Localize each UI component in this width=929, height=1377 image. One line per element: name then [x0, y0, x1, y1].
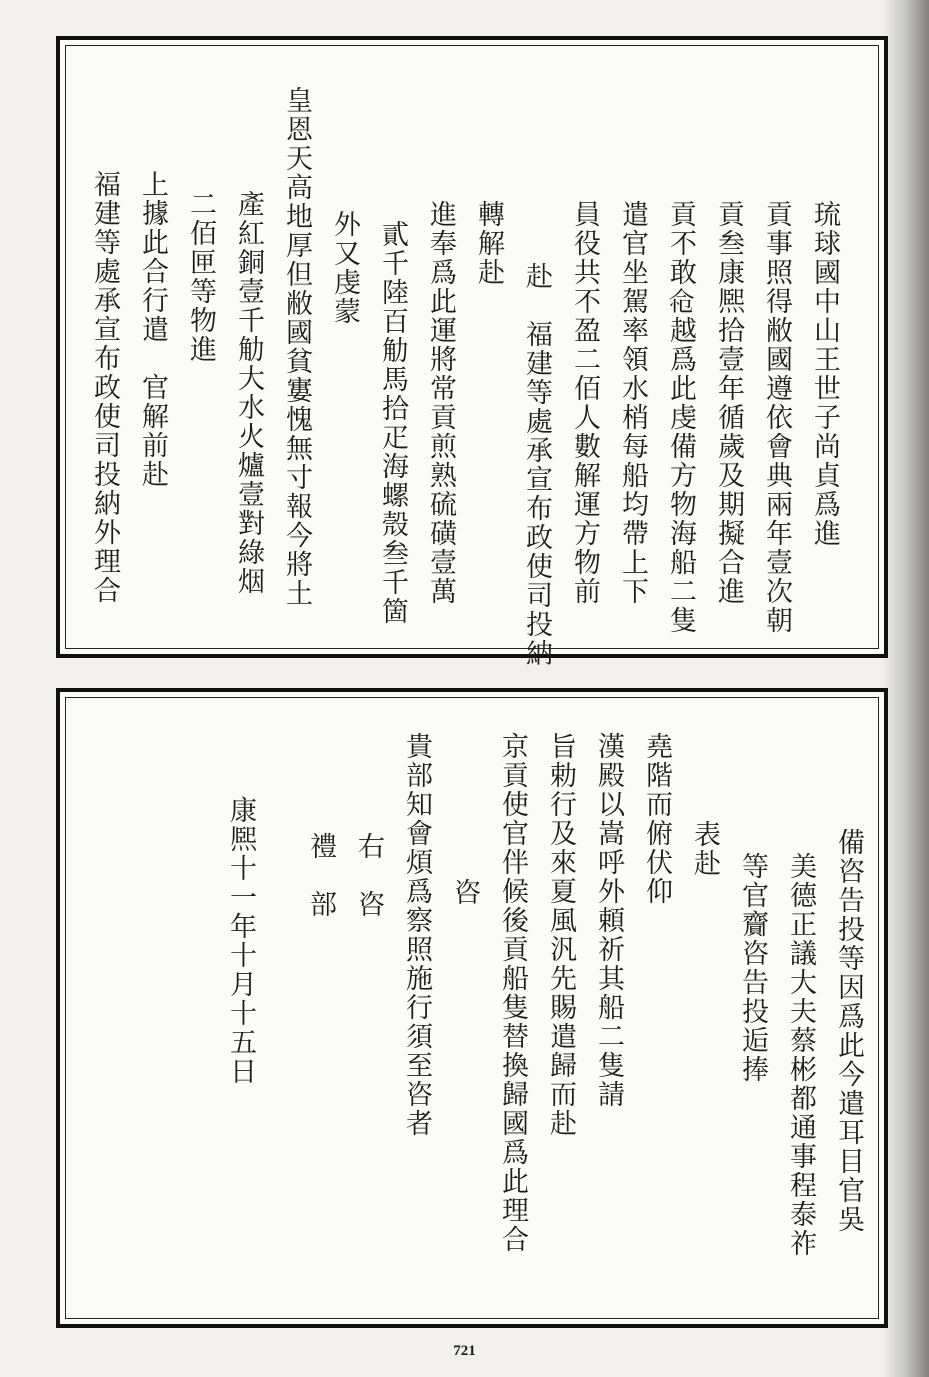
text-column: 外又虔蒙 — [329, 210, 360, 326]
text-column: 貢不敢𢘔越爲此虔備方物海船二隻 — [665, 200, 696, 635]
text-column: 康熈十一年十月十五日 — [225, 796, 256, 1086]
text-column: 貳千陸百觔馬拾疋海螺殼叁千箇 — [377, 220, 408, 626]
text-column: 貢叁康熈拾壹年循歲及期擬合進 — [713, 200, 744, 606]
text-column: 轉解赴 — [473, 200, 504, 287]
bottom-document-panel — [56, 688, 888, 1328]
text-column: 美德正議大夫蔡彬都通事程泰祚 — [785, 852, 816, 1258]
top-document-panel — [56, 36, 888, 668]
page-number: 721 — [453, 1343, 476, 1359]
text-column: 禮 部 — [305, 832, 336, 919]
text-column: 備咨告投等因爲此今遣耳目官吳 — [833, 828, 864, 1234]
text-column: 琉球國中山王世子尚貞爲進 — [809, 200, 840, 548]
text-column: 貴部知會煩爲察照施行須至咨者 — [401, 732, 432, 1138]
text-column: 咨 — [449, 878, 480, 907]
text-column: 皇恩天高地厚但敝國貧寠愧無寸報今將土 — [281, 86, 312, 608]
text-column: 堯階而俯伏仰 — [641, 732, 672, 906]
text-column: 右 咨 — [353, 832, 384, 919]
text-column: 員役共不盈二佰人數解運方物前 — [569, 200, 600, 606]
page-edge-shadow — [883, 0, 929, 1377]
text-column: 福建等處承宣布政使司投納外理合 — [89, 170, 120, 605]
text-column: 貢事照得敝國遵依會典兩年壹次朝 — [761, 200, 792, 635]
text-column: 旨勅行及來夏風汎先賜遣歸而赴 — [545, 732, 576, 1138]
text-column: 產紅銅壹千觔大水火爐壹對綠烟 — [233, 190, 264, 596]
text-column: 表赴 — [689, 820, 720, 878]
text-column: 漢殿以嵩呼外頼祈其船二隻請 — [593, 732, 624, 1109]
text-column: 等官齎咨告投逅捧 — [737, 852, 768, 1084]
text-column: 上據此合行遣 官解前赴 — [137, 170, 168, 489]
text-column: 進奉爲此運將常貢煎熟硫磺壹萬 — [425, 200, 456, 606]
text-column: 遣官坐駕率領水梢每船均帶上下 — [617, 200, 648, 606]
text-column: 京貢使官伴候後貢船隻替換歸國爲此理合 — [497, 732, 528, 1254]
text-column: 赴 福建等處承宣布政使司投納 — [521, 262, 552, 668]
text-column: 二佰匣等物進 — [185, 190, 216, 364]
